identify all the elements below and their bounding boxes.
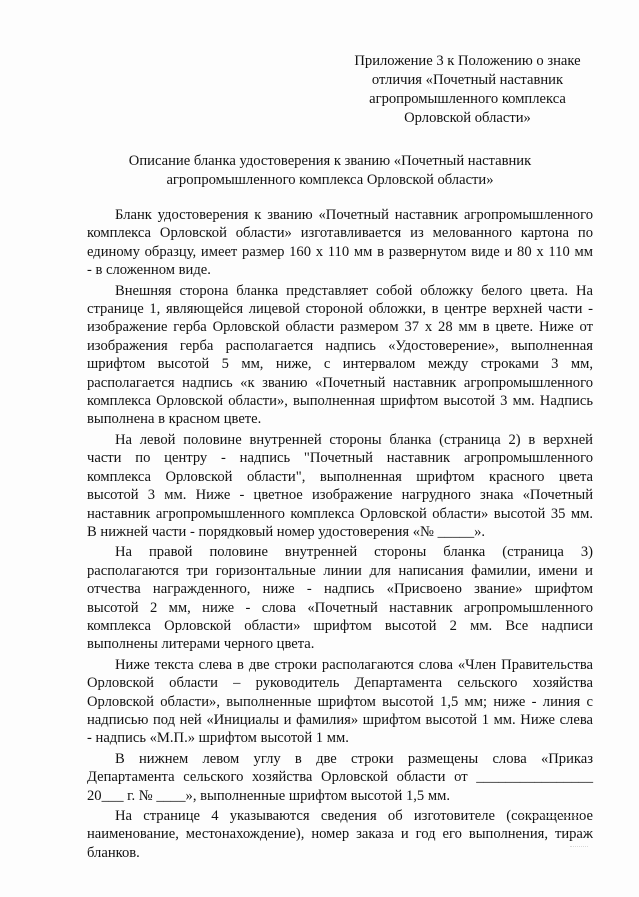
paragraph-line: Орловской области – руководитель Департамента сельского хозяйства [87, 675, 593, 692]
paragraph-line: Внешняя сторона бланка представляет собой обложку белого цвета. На [115, 282, 593, 299]
paragraph-line: части по центру - надпись "Почетный наставник агропромышленного [87, 450, 593, 467]
paragraph-line: выполнена в красном цвете. [87, 411, 262, 428]
appendix-line: отличия «Почетный наставник [371, 72, 564, 88]
paragraph-line: Орловской области», выполненные шрифтом высотой 1,5 мм; ниже - линия с [87, 693, 593, 710]
paragraph-line: В нижнем левом углу в две строки размещены слова «Приказ [115, 750, 593, 767]
scan-artifact [520, 816, 580, 820]
paragraph [87, 431, 593, 541]
paragraph [87, 282, 593, 429]
scan-artifact [570, 846, 588, 850]
paragraph-line: высотой 2 мм, ниже - слова «Почетный наставник агропромышленного [87, 599, 593, 616]
paragraph-line: странице 1, являющейся лицевой стороной обложки, в центре верхней части - [87, 301, 593, 318]
paragraph-line: изображения герба располагается надпись «Удостоверение», выполненная [87, 337, 593, 354]
paragraph [87, 543, 593, 653]
paragraph-line: комплекса Орловской области» изготавливается из мелованного картона по [87, 225, 593, 242]
document-title [60, 152, 600, 190]
paragraph-line: выполнены литерами черного цвета. [87, 636, 315, 653]
paragraph-line: комплекса Орловской области» шрифтом высотой 2 мм. Все надписи [87, 617, 593, 634]
paragraph-line: бланков. [87, 844, 140, 861]
appendix-line: агропромышленного комплекса [369, 91, 566, 107]
paragraph-line: отчества награжденного, ниже - надпись «Присвоено звание» шрифтом [87, 581, 593, 598]
paragraph [87, 206, 593, 280]
paragraph-line: На левой половине внутренней стороны бланка (страница 2) в верхней [115, 431, 593, 448]
paragraph-line: единому образцу, имеет размер 160 х 110 мм в развернутом виде и 80 х 110 мм [87, 243, 593, 260]
paragraph-line: На странице 4 указываются сведения об изготовителе (сокращенное [115, 808, 593, 824]
appendix-line: Орловской области» [404, 110, 531, 126]
paragraph [87, 807, 593, 862]
paragraph-line: располагается надпись «к званию «Почетный наставник агропромышленного [87, 374, 593, 391]
paragraph-line: В нижней части - порядковый номер удостоверения «№ _____». [87, 523, 486, 540]
paragraph-line: 20___ г. № ____», выполненные шрифтом высотой 1,5 мм. [87, 787, 450, 804]
paragraph-line: Ниже текста слева в две строки располагаются слова «Член Правительства [115, 656, 593, 673]
paragraph-line: комплекса Орловской области", выполненная шрифтом красного цвета [87, 468, 593, 485]
paragraph-line: Бланк удостоверения к званию «Почетный наставник агропромышленного [115, 207, 593, 223]
paragraph [87, 750, 593, 805]
paragraph-line: Департамента сельского хозяйства Орловской области от ________________ [87, 769, 593, 786]
paragraph [87, 656, 593, 748]
paragraph-line: - надпись «М.П.» шрифтом высотой 1 мм. [87, 730, 349, 747]
paragraph-line: высотой 3 мм. Ниже - цветное изображение нагрудного знака «Почетный [87, 487, 593, 504]
paragraph-line: шрифтом высотой 5 мм, ниже, с интервалом между строками 3 мм, [87, 356, 593, 373]
document-body [87, 206, 593, 864]
paragraph-line: наставник агропромышленного комплекса Орловской области» высотой 35 мм. [87, 505, 593, 522]
title-line: агропромышленного комплекса Орловской области» [166, 172, 494, 188]
paragraph-line: На правой половине внутренней стороны бланка (страница 3) [115, 544, 593, 561]
paragraph-line: изображение герба Орловской области размером 37 х 28 мм в цвете. Ниже от [87, 319, 593, 336]
appendix-heading [335, 52, 600, 128]
appendix-line: Приложение 3 к Положению о знаке [354, 53, 581, 69]
paragraph-line: - в сложенном виде. [87, 262, 211, 279]
paragraph-line: комплекса Орловской области», выполненная шрифтом высотой 3 мм. Надпись [87, 393, 593, 410]
paragraph-line: надписью под ней «Инициалы и фамилия» шрифтом высотой 1 мм. Ниже слева [87, 711, 593, 728]
title-line: Описание бланка удостоверения к званию «Почетный наставник [128, 153, 532, 169]
paragraph-line: наименование, местонахождение), номер заказа и год его выполнения, тираж [87, 826, 593, 843]
paragraph-line: располагаются три горизонтальные линии для написания фамилии, имени и [87, 562, 593, 579]
